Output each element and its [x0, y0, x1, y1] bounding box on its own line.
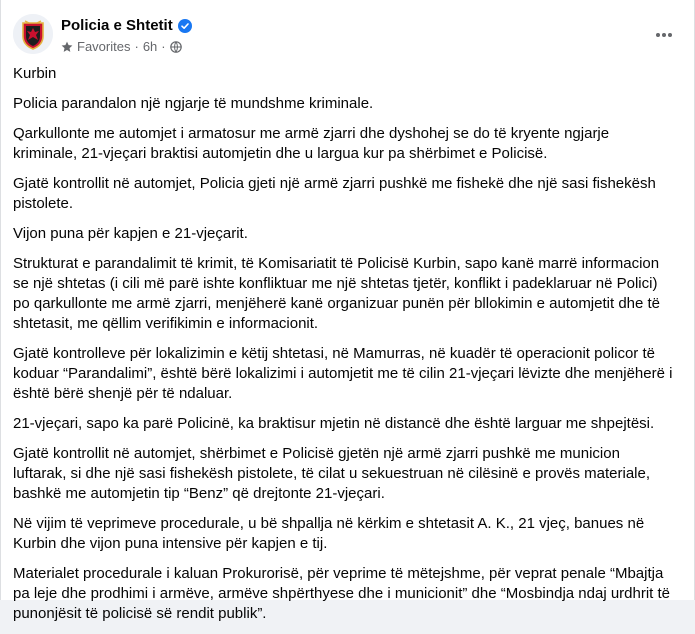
post-header [13, 14, 683, 58]
meta-separator-2: · [161, 39, 166, 54]
post-paragraph: Gjatë kontrollit në automjet, shërbimet e Policisë gjetën një armë zjarri pushkë me municion luftarak, si dhe një sasi fishekësh pistolete, të cilat u sekuestruan në cilësinë e provës materiale, bashkë me automjetin tip “Benz” që drejtonte 21-vjeçari. [13, 445, 651, 502]
police-crest-logo [13, 14, 53, 54]
post-paragraph: Materialet procedurale i kaluan Prokurorisë, për veprime të mëtejshme, për veprat penale “Mbajtja pa leje dhe prodhimi i armëve, armëve shpërthyese dhe i municionit” dhe “Mosbindja ndaj urdhrit të punonjësit të policisë së rendit publik”. [13, 565, 671, 622]
post-paragraph: Qarkullonte me automjet i armatosur me armë zjarri dhe dyshohej se do të kryente ngjarje kriminale, 21-vjeçari braktisi automjetin dhe u largua kur pa shërbimet e Policisë. [13, 125, 610, 162]
post-paragraph: Në vijim të veprimeve procedurale, u bë shpallja në kërkim e shtetasit A. K., 21 vjeç, banues në Kurbin dhe vijon puna intensive për kapjen e tij. [13, 515, 645, 552]
star-icon [61, 41, 73, 53]
post-paragraph: 21-vjeçari, sapo ka parë Policinë, ka braktisur mjetin në distancë dhe është larguar me shpejtësi. [13, 415, 655, 432]
audience-label[interactable]: Favorites [77, 39, 131, 54]
post-paragraph: Strukturat e parandalimit të krimit, të Komisariatit të Policisë Kurbin, sapo kanë marrë informacion se një shtetas (i cili më parë ishte konfliktuar me një shtetas tjetër, konflikt i padeklaruar në Polici) po qarkullonte me armë zjarri, menjëherë kanë organizuar punën për bllokimin e automjetit dhe të shtetasit, me qëllim verifikimin e informacionit. [13, 255, 661, 332]
post-paragraph: Policia parandalon një ngjarje të mundshme kriminale. [13, 95, 374, 112]
post-time[interactable]: 6h [142, 39, 158, 54]
post-paragraph: Gjatë kontrolleve për lokalizimin e këtij shtetasi, në Mamurras, në kuadër të operacionit policor të koduar “Parandalimi”, është bërë lokalizimi i automjetit me të cilin 21-vjeçari lëvizte dhe menjëherë i është bërë shenjë për të ndaluar. [13, 345, 673, 402]
post-paragraph: Vijon puna për kapjen e 21-vjeçarit. [13, 225, 248, 242]
post-paragraph: Kurbin [13, 65, 57, 82]
meta-separator: · [134, 39, 139, 54]
globe-icon[interactable] [170, 41, 182, 53]
page-name[interactable]: Policia e Shtetit [61, 17, 173, 34]
post-meta [61, 39, 182, 54]
post-text [13, 64, 673, 634]
name-row [61, 17, 192, 34]
more-options-button[interactable] [651, 22, 677, 48]
page-avatar[interactable] [13, 14, 53, 54]
verified-badge-icon [178, 19, 192, 33]
post-paragraph: Gjatë kontrollit në automjet, Policia gjeti një armë zjarri pushkë me fishekë dhe një sasi fishekësh pistolete. [13, 175, 656, 212]
more-horizontal-icon [655, 32, 673, 38]
